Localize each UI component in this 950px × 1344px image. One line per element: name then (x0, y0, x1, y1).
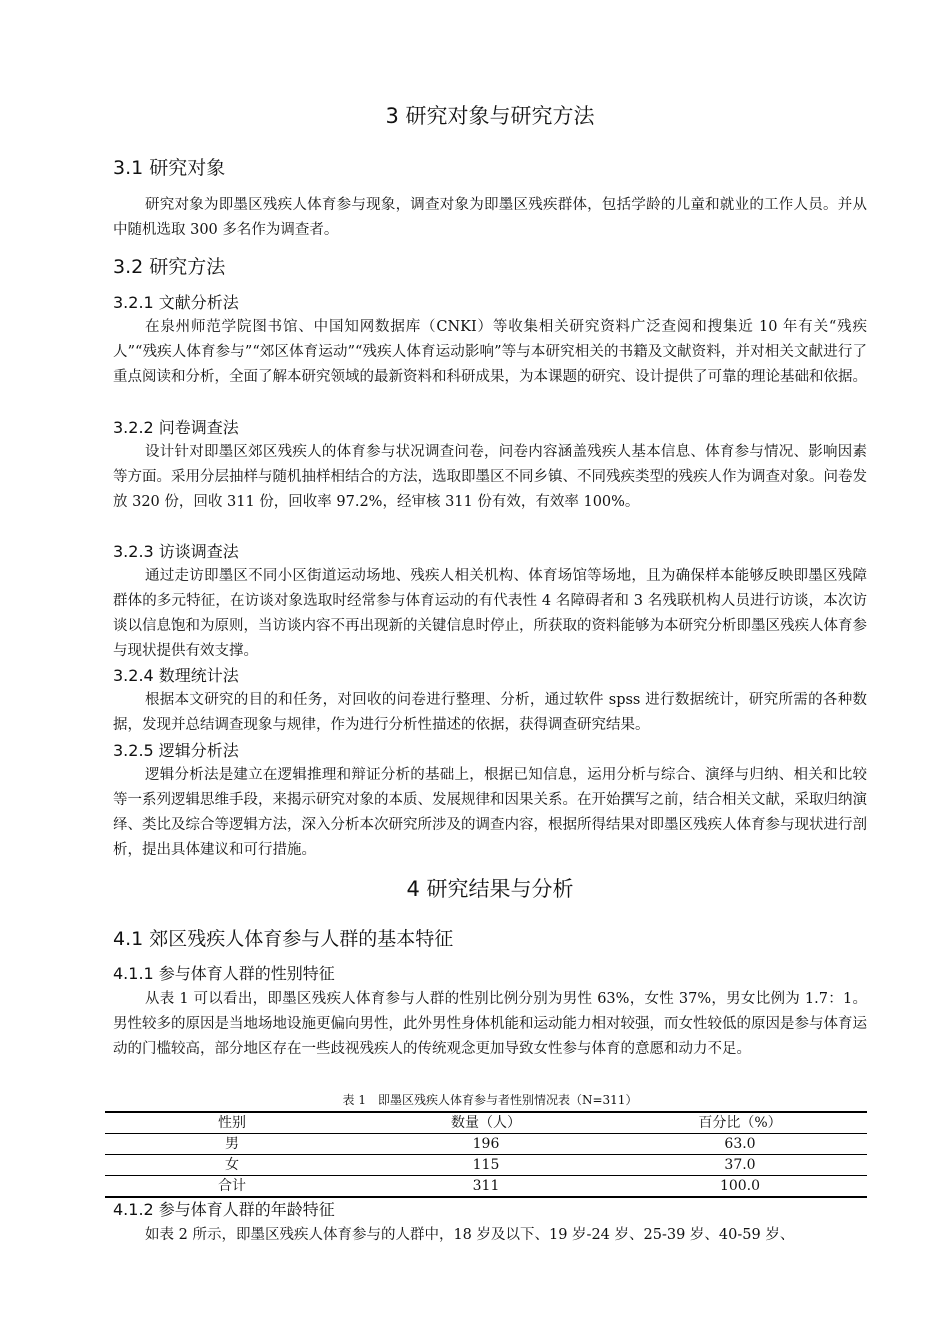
table-header-cell: 百分比（%） (613, 1112, 867, 1134)
table-cell: 37.0 (613, 1155, 867, 1176)
gender-table (105, 1111, 867, 1198)
section-4-1-2-heading: 4.1.2 参与体育人群的年龄特征 (113, 1200, 335, 1219)
section-3-2-4-heading: 3.2.4 数理统计法 (113, 666, 239, 685)
table-cell: 合计 (105, 1176, 359, 1198)
table-header-cell: 性别 (105, 1112, 359, 1134)
table-cell: 女 (105, 1155, 359, 1176)
table-cell: 196 (359, 1134, 613, 1155)
table-cell: 115 (359, 1155, 613, 1176)
section-4-heading: 4 研究结果与分析 (406, 877, 574, 901)
table-row (105, 1176, 867, 1198)
section-3-2-1-heading: 3.2.1 文献分析法 (113, 293, 239, 312)
section-3-2-2-heading: 3.2.2 问卷调查法 (113, 418, 239, 437)
table-header-cell: 数量（人） (359, 1112, 613, 1134)
section-4-1-heading: 4.1 郊区残疾人体育参与人群的基本特征 (113, 928, 454, 950)
section-3-2-5-paragraph: 逻辑分析法是建立在逻辑推理和辩证分析的基础上，根据已知信息，运用分析与综合、演绎与归纳、相关和比较等一系列逻辑思维手段，来揭示研究对象的本质、发展规律和因果关系。在开始撰写之前，结合相关文献，采取归纳演绎、类比及综合等逻辑方法，深入分析本次研究所涉及的调查内容，根据所得结果对即墨区残疾人体育参与现状进行剖析，提出具体建议和可行措施。 (113, 767, 867, 858)
section-3-heading: 3 研究对象与研究方法 (385, 104, 595, 128)
section-3-2-5-heading: 3.2.5 逻辑分析法 (113, 741, 239, 760)
section-3-2-3-paragraph: 通过走访即墨区不同小区街道运动场地、残疾人相关机构、体育场馆等场地，且为确保样本能够反映即墨区残障群体的多元特征，在访谈对象选取时经常参与体育运动的有代表性 4 名障碍者和 3 名残联机构人员进行访谈，本次访谈以信息饱和为原则，当访谈内容不再出现新的关键信息时停止，所获取的资料能够为本研究分析即墨区残疾人体育参与现状提供有效支撑。 (113, 568, 867, 659)
section-3-2-2-paragraph: 设计针对即墨区郊区残疾人的体育参与状况调查问卷，问卷内容涵盖残疾人基本信息、体育参与情况、影响因素等方面。采用分层抽样与随机抽样相结合的方法，选取即墨区不同乡镇、不同残疾类型的残疾人作为调查对象。问卷发放 320 份，回收 311 份，回收率 97.2%，经审核 311 份有效，有效率 100%。 (113, 444, 867, 510)
section-4-1-1-heading: 4.1.1 参与体育人群的性别特征 (113, 964, 335, 983)
section-4-1-1-paragraph: 从表 1 可以看出，即墨区残疾人体育参与人群的性别比例分别为男性 63%，女性 37%，男女比例为 1.7：1。男性较多的原因是当地场地设施更偏向男性，此外男性身体机能和运动能力相对较强，而女性较低的原因是参与体育运动的门槛较高，部分地区存在一些歧视残疾人的传统观念更加导致女性参与体育的意愿和动力不足。 (113, 991, 867, 1057)
table-1-caption: 表 1 即墨区残疾人体育参与者性别情况表（N=311） (342, 1093, 638, 1107)
table-cell: 100.0 (613, 1176, 867, 1198)
section-3-2-3-heading: 3.2.3 访谈调查法 (113, 542, 239, 561)
table-header-row (105, 1112, 867, 1134)
table-cell: 男 (105, 1134, 359, 1155)
table-row (105, 1155, 867, 1176)
section-3-2-1-paragraph: 在泉州师范学院图书馆、中国知网数据库（CNKI）等收集相关研究资料广泛查阅和搜集近 10 年有关“残疾人”“残疾人体育参与”“郊区体育运动”“残疾人体育运动影响”等与本研究相关的书籍及文献资料，并对相关文献进行了重点阅读和分析，全面了解本研究领域的最新资料和科研成果，为本课题的研究、设计提供了可靠的理论基础和依据。 (113, 319, 867, 385)
section-4-1-2-paragraph: 如表 2 所示，即墨区残疾人体育参与的人群中，18 岁及以下、19 岁-24 岁、25-39 岁、40-59 岁、 (145, 1227, 795, 1243)
section-3-1-heading: 3.1 研究对象 (113, 157, 226, 179)
table-cell: 63.0 (613, 1134, 867, 1155)
table-row (105, 1134, 867, 1155)
table-cell: 311 (359, 1176, 613, 1198)
section-3-2-heading: 3.2 研究方法 (113, 256, 226, 278)
section-3-1-paragraph: 研究对象为即墨区残疾人体育参与现象，调查对象为即墨区残疾群体，包括学龄的儿童和就业的工作人员。并从中随机选取 300 多名作为调查者。 (113, 197, 867, 238)
section-3-2-4-paragraph: 根据本文研究的目的和任务，对回收的问卷进行整理、分析，通过软件 spss 进行数据统计，研究所需的各种数据，发现并总结调查现象与规律，作为进行分析性描述的依据，获得调查研究结果。 (113, 692, 867, 733)
